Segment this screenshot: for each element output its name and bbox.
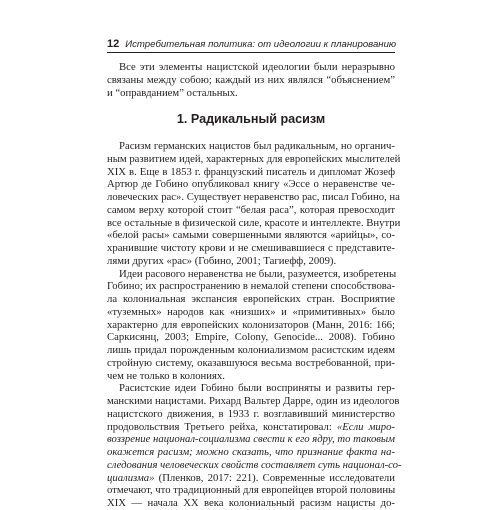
text-run: продовольствия Третьего рейха, констатировал: xyxy=(107,420,337,433)
text-line: Идеи расового неравенства не были, разумеется, изобретены xyxy=(119,267,397,280)
page-number: 12 xyxy=(107,38,120,50)
intro-paragraph xyxy=(107,61,395,99)
text-line: лями других «рас» (Гобино, 2001; Тагиефф, 2009). xyxy=(107,254,337,267)
quote-text: «Если миро- xyxy=(336,420,395,433)
text-line: Артюр де Гобино опубликовал книгу «Эссе о неравенстве че- xyxy=(107,178,395,191)
quote-line xyxy=(107,446,395,459)
header-rule xyxy=(107,52,395,53)
quote-line xyxy=(107,433,395,446)
text-line: связаны между собою; каждый из них являлся “объяснением” xyxy=(107,73,395,86)
text-line: чем не только в колониях. xyxy=(107,369,225,382)
text-run: (Пленков, 2017: 221). Современные исследователи xyxy=(154,471,395,484)
text-line xyxy=(107,472,395,485)
text-line: XIX в. Еще в 1853 г. французский писатель и дипломат Жозеф xyxy=(107,165,395,178)
text-line: Расистские идеи Гобино были восприняты и развиты гер- xyxy=(119,382,395,395)
quote-line xyxy=(107,458,402,472)
quote-text: циализма» xyxy=(107,471,155,484)
text-line: «туземных» народов как «низших» и «примитивных» было xyxy=(107,305,395,318)
text-line: все остальные в физической силе, красоте и интеллекте. Внутри xyxy=(107,216,401,229)
paragraph-2 xyxy=(107,268,395,383)
running-title: Истребительная политика: от идеологии к планированию xyxy=(125,39,397,50)
text-line xyxy=(107,421,395,434)
text-line: стройную систему, оказавшуюся весьма востребованной, при- xyxy=(107,356,395,369)
text-line: Все эти элементы нацистской идеологии были неразрывно xyxy=(119,61,395,73)
text-line: самом верху которой стоит “белая раса”, которая превосходит xyxy=(107,203,395,216)
page-body xyxy=(107,61,402,510)
running-header xyxy=(107,38,395,50)
text-line: Саркисянц, 2003; Empire, Colony, Genocide... 2008). Гобино xyxy=(107,331,395,344)
text-line: характерно для европейских колонизаторов (Манн, 2016: 166; xyxy=(107,318,395,331)
text-line: Гобино; их распространению в немалой степени способствова- xyxy=(107,280,395,293)
quote-text: следования человеческих свойств составляет суть национал-со- xyxy=(107,458,402,471)
paragraph-1 xyxy=(107,140,401,268)
text-line: нацистского движения, в 1933 г. возглавивший министерство xyxy=(107,407,395,420)
paragraph-3 xyxy=(107,382,402,510)
text-line: «белой расы» самыми совершенными являются «арийцы», со- xyxy=(107,229,395,242)
text-line: Расизм германских нацистов был радикальным, но органич- xyxy=(119,140,395,152)
quote-text: воззрение национал-социализма свести к его ядру, то таковым xyxy=(107,433,395,446)
text-line: отмечают, что традиционный для европейцев второй половины xyxy=(107,484,396,497)
text-line: и “оправданием” остальных. xyxy=(107,86,238,99)
quote-text: окажется расизм; можно сказать, что признание факта на- xyxy=(107,446,395,458)
text-line: хранившие чистоту крови и не смешивавшиеся с представите- xyxy=(107,242,395,254)
text-line: манскими нацистами. Рихард Вальтер Дарре, один из идеологов xyxy=(107,395,400,407)
section-heading: 1. Радикальный расизм xyxy=(176,112,326,127)
text-line: ла колониальная экспансия европейских стран. Восприятие xyxy=(107,293,395,305)
text-line: XIX — начала XX века колониальный расизм нацисты до- xyxy=(107,497,395,509)
text-line: ным развитием идей, характерных для европейских мыслителей xyxy=(107,152,401,165)
text-line: лишь придал порожденным колониализмом расистским идеям xyxy=(107,344,395,356)
text-line: ловеческих рас». Существует неравенство рас, писал Гобино, на xyxy=(107,191,400,203)
